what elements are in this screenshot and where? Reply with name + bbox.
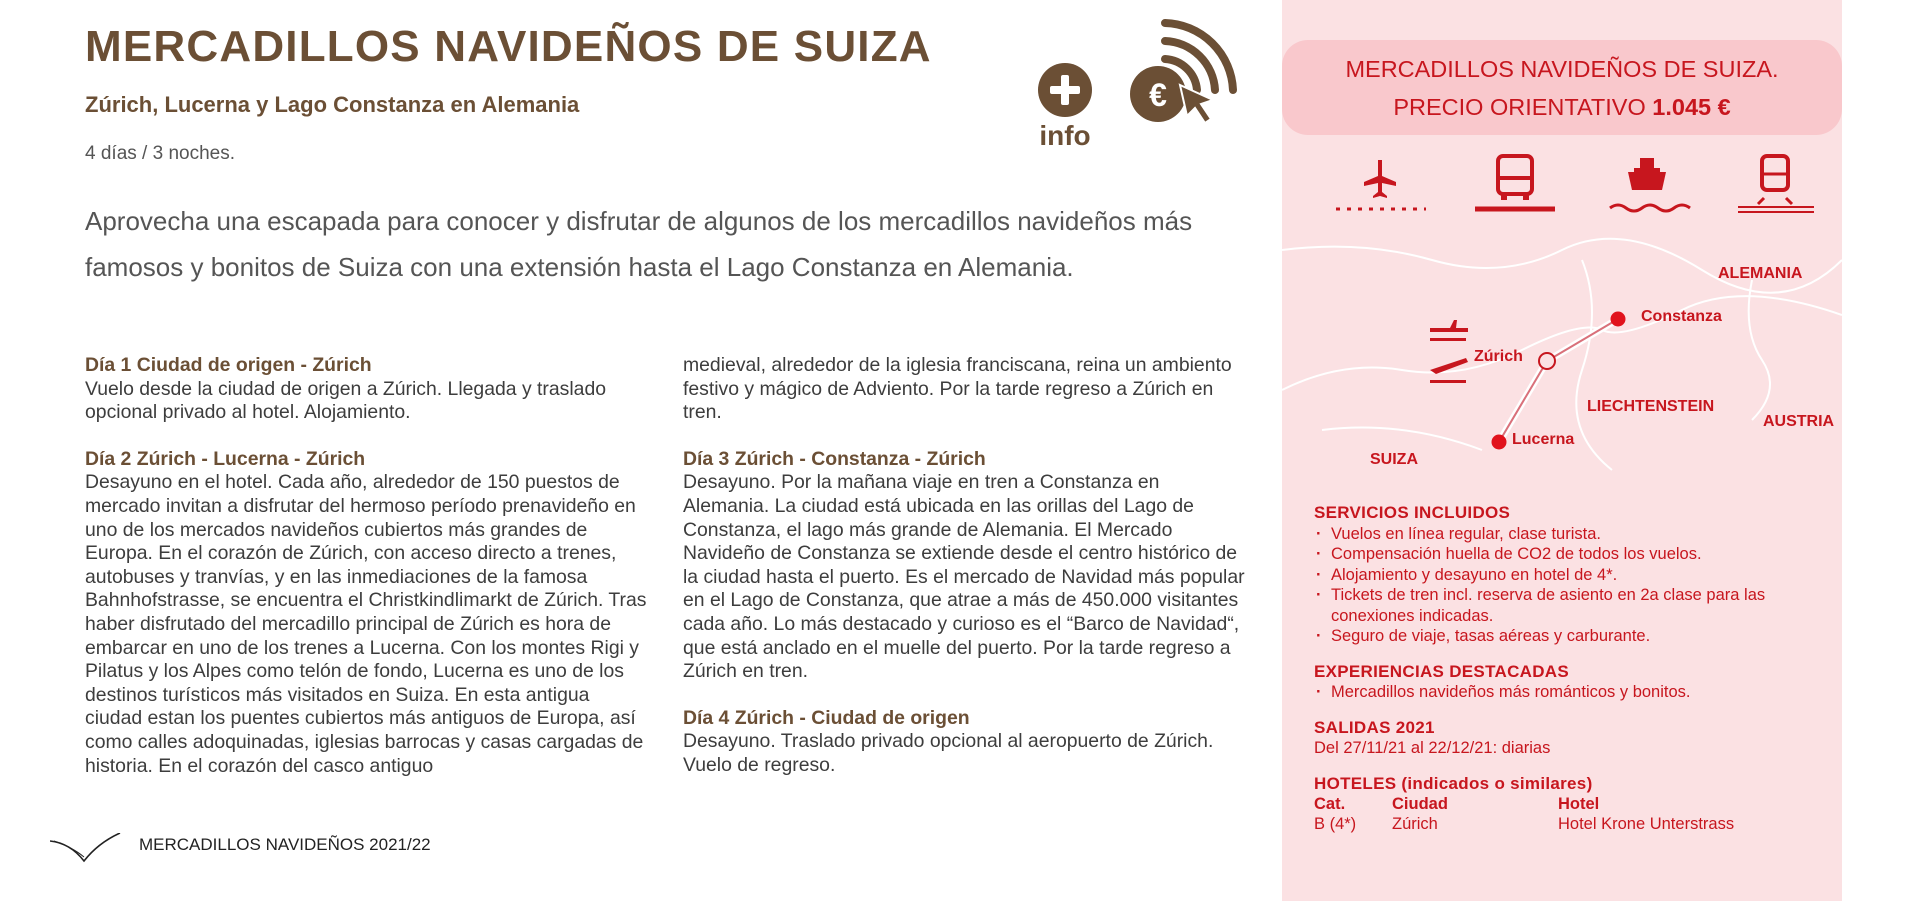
hotels-table bbox=[1314, 794, 1734, 834]
table-cell: Hotel Krone Unterstrass bbox=[1558, 815, 1735, 833]
lucerna-marker bbox=[1492, 435, 1507, 450]
price-value: 1.045 € bbox=[1652, 94, 1731, 120]
departures bbox=[1314, 718, 1814, 759]
day-title: Día 2 Zúrich - Lucerna - Zúrich bbox=[85, 447, 366, 470]
services-section bbox=[1314, 503, 1814, 849]
map-label-suiza: SUIZA bbox=[1370, 451, 1418, 468]
euro-symbol: € bbox=[1149, 77, 1167, 113]
day-title: Día 3 Zúrich - Constanza - Zúrich bbox=[683, 447, 986, 470]
day-title: Día 1 Ciudad de origen - Zúrich bbox=[85, 354, 372, 376]
map-label-alemania: ALEMANIA bbox=[1718, 265, 1803, 282]
table-header-row bbox=[1314, 794, 1734, 814]
trip-duration: 4 días / 3 noches. bbox=[85, 143, 235, 164]
euro-click-icon bbox=[1125, 15, 1240, 135]
flight-icons bbox=[1430, 320, 1468, 383]
bus-icon bbox=[1475, 156, 1555, 209]
section-heading: SERVICIOS INCLUIDOS bbox=[1314, 503, 1511, 522]
brand-logo-icon bbox=[50, 833, 122, 863]
experiences-list bbox=[1314, 682, 1814, 703]
list-item: · Vuelos en línea regular, clase turista. bbox=[1314, 524, 1814, 545]
included-services bbox=[1314, 503, 1814, 647]
price-prefix: PRECIO ORIENTATIVO bbox=[1393, 94, 1653, 120]
day-text: Desayuno en el hotel. Cada año, alrededor de 150 puestos de mercado invitan a disfrutar del hermoso período prenavideño en uno de los mercados navideños cubiertos más grandes de Europa. En el corazón de Zúrich, con acceso directo a trenes, autobuses y tranvías, y en las inmediaciones de la famosa Bahnhofstrasse, se encuentra el Christkindlimarkt de Zúrich. Tras haber disfrutado del mercadillo principal de Zúrich es hora de embarcar en uno de los trenes a Lucerna. Con los montes Rigi y Pilatus y los Alpes como telón de fondo, Lucerna es uno de los destinos turísticos más visitados en Suiza. En esta antigua ciudad estan los puentes cubiertos más antiguos de Europa, así como calles adoquinadas, iglesias barrocas y casas cargadas de historia. En el corazón del casco antiguo bbox=[85, 471, 647, 777]
itinerary-column-2 bbox=[683, 354, 1248, 801]
services-list bbox=[1314, 524, 1814, 647]
section-heading: HOTELES (indicados o similares) bbox=[1314, 773, 1593, 793]
plus-circle-icon bbox=[1037, 62, 1093, 118]
price-box bbox=[1282, 40, 1842, 135]
map-label-constanza: Constanza bbox=[1641, 308, 1722, 325]
itinerary-column-1 bbox=[85, 354, 650, 801]
zurich-marker bbox=[1539, 353, 1555, 369]
plane-icon bbox=[1336, 160, 1426, 209]
train-icon bbox=[1738, 156, 1814, 212]
transport-icons bbox=[1330, 150, 1820, 220]
column-header: Hotel bbox=[1558, 795, 1600, 813]
table-row bbox=[1314, 814, 1734, 834]
day-title: Día 4 Zúrich - Ciudad de origen bbox=[683, 706, 970, 729]
highlights bbox=[1314, 662, 1814, 703]
section-heading: EXPERIENCIAS DESTACADAS bbox=[1314, 661, 1570, 681]
list-item: · Compensación huella de CO2 de todos los vuelos. bbox=[1314, 544, 1814, 565]
footer-text: MERCADILLOS NAVIDEÑOS 2021/22 bbox=[139, 835, 431, 854]
day-3 bbox=[683, 448, 1248, 684]
section-heading: SALIDAS 2021 bbox=[1314, 717, 1435, 737]
list-item: · Seguro de viaje, tasas aéreas y carburante. bbox=[1314, 626, 1814, 647]
constanza-marker bbox=[1611, 312, 1626, 327]
day-text: medieval, alrededor de la iglesia franciscana, reina un ambiento festivo y mágico de Adviento. Por la tarde regreso a Zúrich en tren. bbox=[683, 354, 1232, 424]
map-label-lucerna: Lucerna bbox=[1512, 431, 1575, 448]
price-link-button[interactable] bbox=[1125, 15, 1240, 135]
day-text: Desayuno. Por la mañana viaje en tren a Constanza en Alemania. La ciudad está ubicada en las orillas del Lago de Constanza, el lago más grande de Alemania. El Mercado Navideño de Constanza se extiende desde el centro histórico de la ciudad hasta el puerto. Es el mercado de Navidad más popular en el Lago de Constanza, que atrae a más de 450.000 visitantes cada año. Lo más destacado y curioso es el “Barco de Navidad“, que está anclado en el muelle del puerto. Por la tarde regreso a Zúrich en tren. bbox=[683, 471, 1245, 683]
list-item: · Tickets de tren incl. reserva de asiento en 2a clase para las conexiones indicadas. bbox=[1314, 585, 1814, 626]
column-header: Cat. bbox=[1314, 795, 1346, 813]
page-subtitle: Zúrich, Lucerna y Lago Constanza en Alemania bbox=[85, 92, 580, 117]
table-cell: B (4*) bbox=[1314, 815, 1357, 833]
day-text: Vuelo desde la ciudad de origen a Zúrich. Llegada y traslado opcional privado al hotel. Alojamiento. bbox=[85, 377, 607, 424]
day-2 bbox=[85, 448, 650, 778]
info-button[interactable] bbox=[1015, 62, 1115, 172]
list-item: · Alojamiento y desayuno en hotel de 4*. bbox=[1314, 565, 1814, 586]
column-header: Ciudad bbox=[1392, 795, 1448, 813]
price-title: MERCADILLOS NAVIDEÑOS DE SUIZA. bbox=[1345, 56, 1779, 82]
map-label-liechtenstein: LIECHTENSTEIN bbox=[1587, 398, 1715, 415]
hotels bbox=[1314, 774, 1814, 835]
map-label-zurich: Zúrich bbox=[1474, 348, 1523, 365]
intro-paragraph: Aprovecha una escapada para conocer y disfrutar de algunos de los mercadillos navideños más famosos y bonitos de Suiza con una extensión hasta el Lago Constanza en Alemania. bbox=[85, 206, 1193, 282]
departures-text: Del 27/11/21 al 22/12/21: diarias bbox=[1314, 739, 1551, 757]
list-item: · Mercadillos navideños más románticos y bonitos. bbox=[1314, 682, 1814, 703]
page-title: MERCADILLOS NAVIDEÑOS DE SUIZA bbox=[85, 22, 932, 71]
day-4 bbox=[683, 707, 1248, 778]
day-1 bbox=[85, 354, 650, 425]
table-cell: Zúrich bbox=[1392, 815, 1438, 833]
map-label-austria: AUSTRIA bbox=[1763, 413, 1835, 430]
ship-icon bbox=[1610, 158, 1690, 211]
price-line bbox=[1282, 88, 1842, 126]
day-2-continuation bbox=[683, 354, 1248, 425]
info-label: info bbox=[1039, 120, 1091, 151]
day-text: Desayuno. Traslado privado opcional al aeropuerto de Zúrich. Vuelo de regreso. bbox=[683, 730, 1214, 776]
